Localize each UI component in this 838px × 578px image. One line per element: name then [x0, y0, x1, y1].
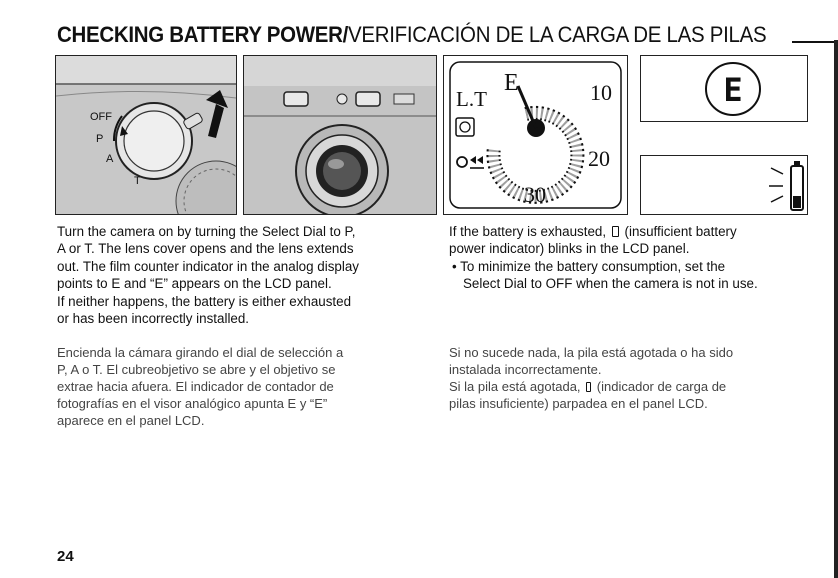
right-spanish-text: [449, 344, 829, 412]
lcd-panel-e: [640, 55, 808, 122]
right-en-bullet: [449, 258, 829, 293]
right-en-line-1-pre: If the battery is exhausted,: [449, 224, 607, 239]
left-en-line-2: A or T. The lens cover opens and the lens extends: [57, 241, 354, 257]
select-dial-illustration: [56, 56, 236, 214]
title-spanish: VERIFICACIÓN DE LA CARGA DE LAS PILAS: [348, 22, 767, 47]
battery-icon: [612, 226, 619, 237]
right-en-bullet-line-2: Select Dial to OFF when the camera is not in use.: [463, 276, 758, 292]
left-es-line-1: Encienda la cámara girando el dial de selección a: [57, 345, 344, 360]
display-label-20: 20: [588, 146, 610, 171]
lcd-character: E: [723, 71, 743, 109]
battery-illustration: [641, 156, 807, 214]
right-es-line-3-pre: Si la pila está agotada,: [449, 379, 581, 394]
right-es-line-1: Si no sucede nada, la pila está agotada o ha sido: [449, 345, 734, 360]
left-en-line-6: or has been incorrectly installed.: [57, 311, 250, 327]
title-rule: [792, 41, 838, 43]
left-spanish-text: [57, 344, 427, 429]
analog-display-figure: [443, 55, 628, 215]
right-es-line-3: [449, 378, 829, 395]
display-label-30: 30: [524, 182, 546, 207]
display-label-10: 10: [590, 80, 612, 105]
dial-label-a: A: [106, 153, 114, 165]
lens-figure: [243, 55, 437, 215]
right-en-line-2: power indicator) blinks in the LCD panel.: [449, 241, 690, 257]
right-es-line-3-post: (indicador de carga de: [596, 379, 727, 394]
right-es-line-2: instalada incorrectamente.: [449, 362, 602, 377]
display-label-e: E: [504, 70, 519, 96]
left-en-line-5: If neither happens, the battery is either exhausted: [57, 293, 352, 309]
right-en-line-1-post: (insufficient battery: [624, 224, 737, 239]
dial-label-off: OFF: [90, 111, 112, 123]
title-english: CHECKING BATTERY POWER/: [57, 22, 349, 47]
left-es-line-4: fotografías en el visor analógico apunta E y “E”: [57, 396, 328, 411]
right-english-text: [449, 223, 829, 293]
left-en-line-1: Turn the camera on by turning the Select Dial to P,: [57, 224, 356, 239]
lcd-panel-battery: [640, 155, 808, 215]
right-en-bullet-line-1: • To minimize the battery consumption, set the: [452, 258, 726, 274]
left-en-line-3: out. The film counter indicator in the analog display: [57, 258, 359, 274]
page-number: 24: [57, 548, 74, 565]
lcd-e-illustration: [641, 56, 807, 121]
left-en-line-4: points to E and “E” appears on the LCD panel.: [57, 276, 332, 292]
left-english-text: [57, 223, 427, 327]
right-en-line-1: [449, 223, 829, 240]
page-edge: [834, 40, 838, 578]
display-label-lt: L.T: [456, 87, 487, 111]
dial-label-p: P: [96, 133, 104, 145]
lens-illustration: [244, 56, 436, 214]
analog-display-illustration: [444, 56, 627, 214]
right-es-line-4: pilas insuficiente) parpadea en el panel LCD.: [449, 396, 708, 411]
left-es-line-5: aparece en el panel LCD.: [57, 413, 205, 428]
battery-icon-small: [586, 382, 591, 392]
left-es-line-3: extrae hacia afuera. El indicador de contador de: [57, 379, 334, 394]
select-dial-figure: [55, 55, 237, 215]
page-title: [57, 22, 766, 48]
dial-label-t: T: [134, 175, 141, 187]
left-es-line-2: P, A o T. El cubreobjetivo se abre y el objetivo se: [57, 362, 336, 377]
